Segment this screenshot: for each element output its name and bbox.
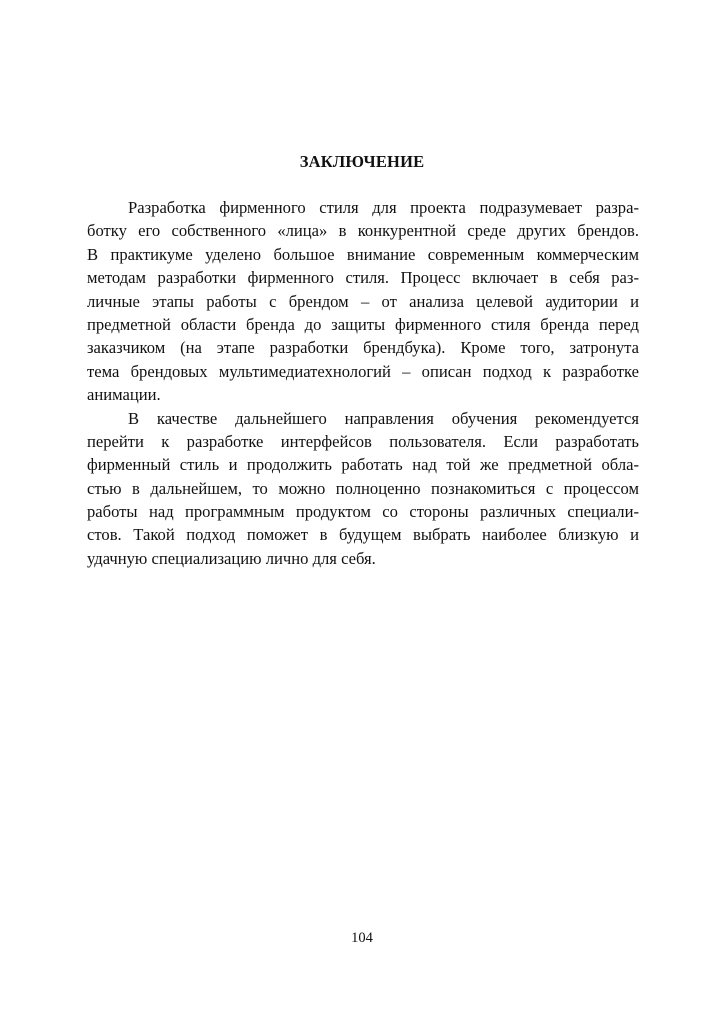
paragraph-2-line-6: стов. Такой подход поможет в будущем выбрать наиболее близкую и [87, 525, 639, 545]
paragraph-1-line-8: тема брендовых мультимедиатехнологий – описан подход к разработке [87, 361, 639, 381]
paragraph-1-line-5: личные этапы работы с брендом – от анализа целевой аудитории и [87, 291, 639, 311]
paragraph-2-line-1: В качестве дальнейшего направления обучения рекомендуется [128, 408, 639, 428]
body-text [87, 196, 639, 570]
page-title: ЗАКЛЮЧЕНИЕ [299, 152, 425, 171]
paragraph-1-line-1: Разработка фирменного стиля для проекта подразумевает разра- [128, 198, 639, 217]
paragraph-2-line-4: стью в дальнейшем, то можно полноценно познакомиться с процессом [87, 478, 639, 498]
paragraph-1-line-4: методам разработки фирменного стиля. Процесс включает в себя раз- [87, 268, 639, 288]
paragraph-2-line-3: фирменный стиль и продолжить работать над той же предметной обла- [87, 455, 639, 475]
page-number: 104 [351, 930, 373, 946]
paragraph-2-line-7: удачную специализацию лично для себя. [87, 548, 376, 568]
paragraph-1-line-2: ботку его собственного «лица» в конкурентной среде других брендов. [87, 221, 639, 241]
paragraph-2-line-5: работы над программным продуктом со стороны различных специали- [87, 502, 639, 522]
paragraph-1-line-3: В практикуме уделено большое внимание современным коммерческим [87, 244, 639, 264]
paragraph-1-line-9: анимации. [87, 385, 161, 405]
paragraph-2-line-2: перейти к разработке интерфейсов пользователя. Если разработать [87, 431, 639, 451]
paragraph-1-line-6: предметной области бренда до защиты фирменного стиля бренда перед [87, 314, 639, 334]
paragraph-1-line-7: заказчиком (на этапе разработки брендбука). Кроме того, затронута [87, 338, 639, 358]
